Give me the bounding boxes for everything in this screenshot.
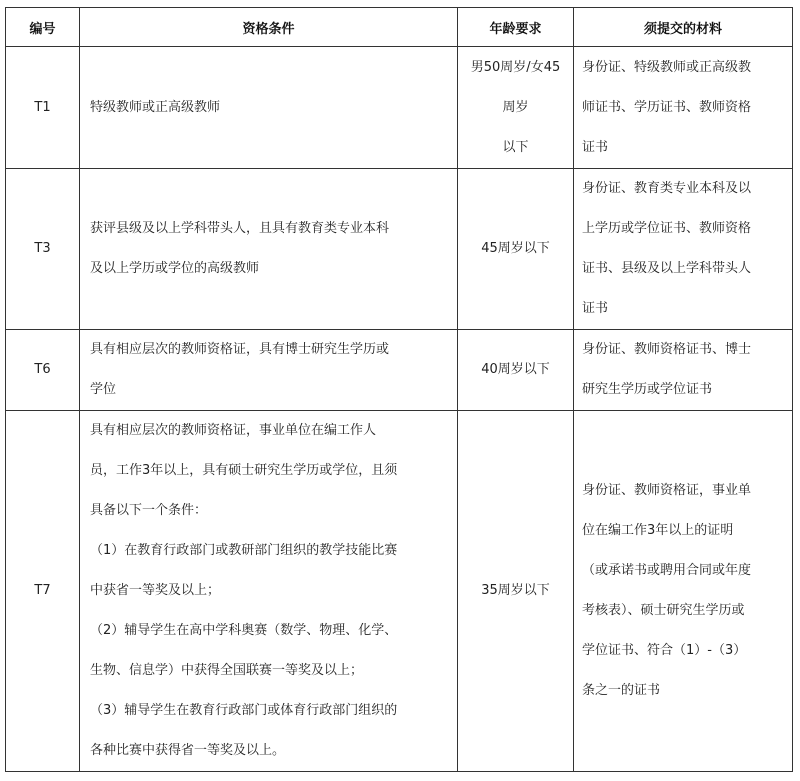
row-materials [574,169,793,330]
row-condition [80,330,458,411]
materials-line: 证书 [582,301,609,316]
condition-line: 获评县级及以上学科带头人，且具有教育类专业本科 [90,221,390,236]
condition-line: 及以上学历或学位的高级教师 [90,261,260,276]
condition-line: 具有相应层次的教师资格证，事业单位在编工作人 [90,423,377,438]
condition-line: （1）在教育行政部门或教研部门组织的教学技能比赛 [90,543,398,558]
age-line: 男50周岁/女45 [470,59,561,75]
materials-line: 研究生学历或学位证书 [582,382,713,397]
table-row [6,330,793,411]
materials-line: 身份证、教师资格证，事业单 [582,483,752,498]
row-age [458,169,574,330]
materials-line: 证书 [582,139,609,155]
condition-line: 具有相应层次的教师资格证，具有博士研究生学历或 [90,342,390,357]
materials-line: 上学历或学位证书、教师资格 [582,221,752,236]
row-age [458,47,574,169]
age-line: 40周岁以下 [481,362,550,377]
row-id: T3 [6,169,80,330]
condition-line: 各种比赛中获得省一等奖及以上。 [90,743,286,758]
condition-line: 中获省一等奖及以上； [90,583,221,598]
table-row [6,47,793,169]
row-age [458,411,574,772]
row-id: T7 [6,411,80,772]
condition-line: 员，工作3年以上，具有硕士研究生学历或学位，且须 [90,463,398,478]
row-id: T1 [6,47,80,169]
table-header-row [6,8,793,47]
header-condition: 资格条件 [80,8,458,47]
materials-line: 条之一的证书 [582,683,661,698]
age-line: 45周岁以下 [481,241,550,256]
row-materials [574,47,793,169]
row-condition [80,169,458,330]
condition-line: 特级教师或正高级教师 [90,99,221,115]
row-condition [80,47,458,169]
materials-line: 学位证书、符合（1）-（3） [582,643,747,658]
row-materials [574,330,793,411]
row-condition [80,411,458,772]
condition-line: 具备以下一个条件： [90,503,208,518]
materials-line: 位在编工作3年以上的证明 [582,523,734,538]
age-line: 周岁 [502,99,529,115]
condition-line: 学位 [90,382,117,397]
materials-line: 证书、县级及以上学科带头人 [582,261,752,276]
materials-line: 考核表）、硕士研究生学历或 [582,603,745,618]
materials-line: 身份证、教育类专业本科及以 [582,181,752,196]
table-row [6,411,793,772]
materials-line: 身份证、教师资格证书、博士 [582,342,752,357]
materials-line: （或承诺书或聘用合同或年度 [582,563,752,578]
condition-line: （3）辅导学生在教育行政部门或体育行政部门组织的 [90,703,398,718]
materials-line: 师证书、学历证书、教师资格 [582,99,752,115]
condition-line: 生物、信息学）中获得全国联赛一等奖及以上； [90,663,364,678]
row-age [458,330,574,411]
header-materials: 须提交的材料 [574,8,793,47]
table-row [6,169,793,330]
header-id: 编号 [6,8,80,47]
qualification-table [5,7,793,772]
row-materials [574,411,793,772]
materials-line: 身份证、特级教师或正高级教 [582,59,752,75]
header-age: 年龄要求 [458,8,574,47]
row-id: T6 [6,330,80,411]
age-line: 以下 [502,139,529,155]
condition-line: （2）辅导学生在高中学科奥赛（数学、物理、化学、 [90,623,398,638]
age-line: 35周岁以下 [481,583,550,598]
